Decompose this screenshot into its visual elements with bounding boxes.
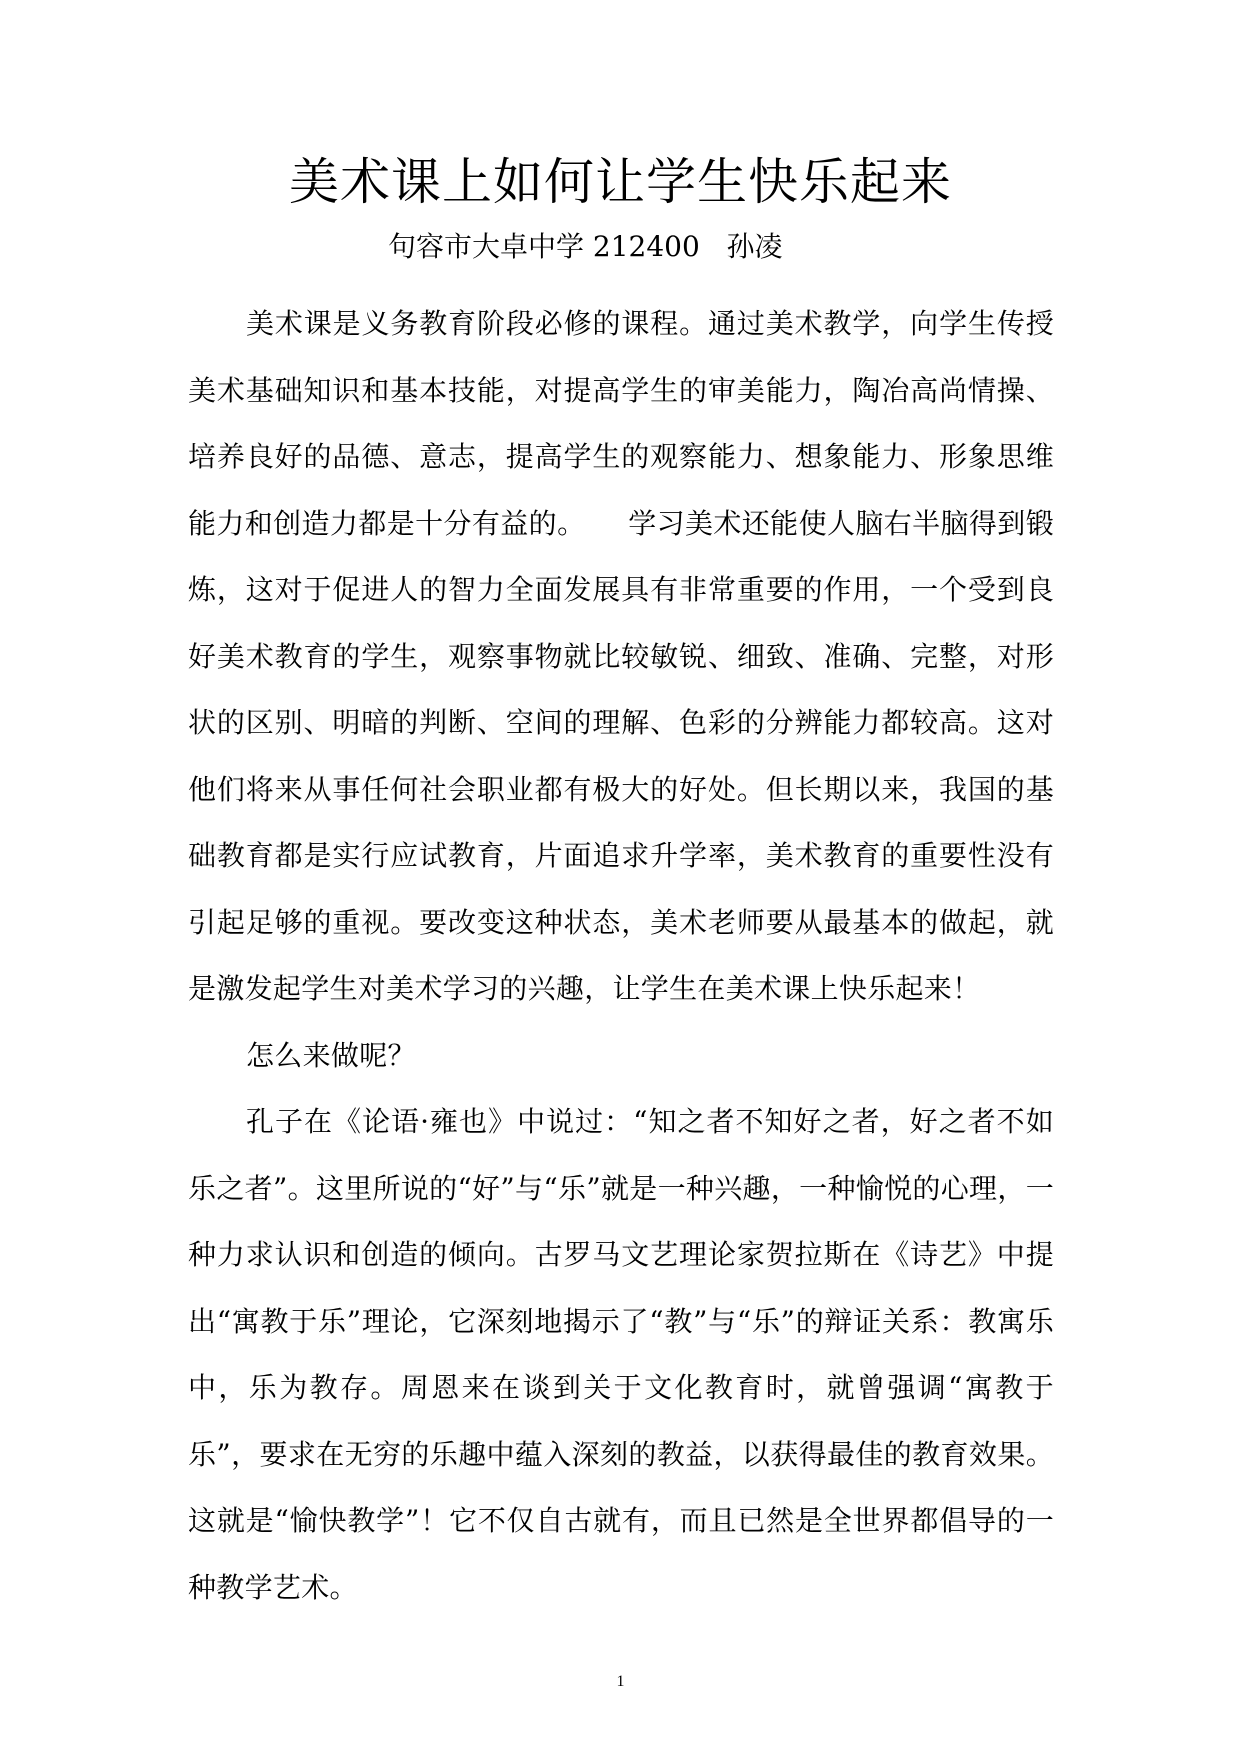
document-title: 美术课上如何让学生快乐起来 (289, 153, 952, 211)
page-number: 1 (616, 1673, 625, 1690)
body-paragraph: 怎么来做呢？ (246, 1038, 416, 1072)
body-paragraph: 孔子在《论语·雍也》中说过：“知之者不知好之者，好之者不如乐之者”。这里所说的“好”与“乐”就是一种兴趣，一种愉悦的心理，一种力求认识和创造的倾向。古罗马文艺理论家贺拉斯在《诗艺》中提出“寓教于乐”理论，它深刻地揭示了“教”与“乐”的辩证关系：教寓乐中，乐为教存。周恩来在谈到关于文化教育时，就曾强调“寓教于乐”，要求在无穷的乐趣中蕴入深刻的教益，以获得最佳的教育效果。这就是“愉快教学”！它不仅自古就有，而且已然是全世界都倡导的一种教学艺术。 (188, 1105, 1054, 1604)
document-body (188, 291, 1054, 1621)
body-paragraph: 美术课是义务教育阶段必修的课程。通过美术教学，向学生传授美术基础知识和基本技能，对提高学生的审美能力，陶冶高尚情操、培养良好的品德、意志，提高学生的观察能力、想象能力、形象思维能力和创造力都是十分有益的。 学习美术还能使人脑右半脑得到锻炼，这对于促进人的智力全面发展具有非常重要的作用，一个受到良好美术教育的学生，观察事物就比较敏锐、细致、准确、完整，对形状的区别、明暗的判断、空间的理解、色彩的分辨能力都较高。这对他们将来从事任何社会职业都有极大的好处。但长期以来，我国的基础教育都是实行应试教育，片面追求升学率，美术教育的重要性没有引起足够的重视。要改变这种状态，美术老师要从最基本的做起，就是激发起学生对美术学习的兴趣，让学生在美术课上快乐起来！ (188, 307, 1054, 1005)
author-byline: 句容市大卓中学 212400 孙凌 (388, 230, 783, 263)
